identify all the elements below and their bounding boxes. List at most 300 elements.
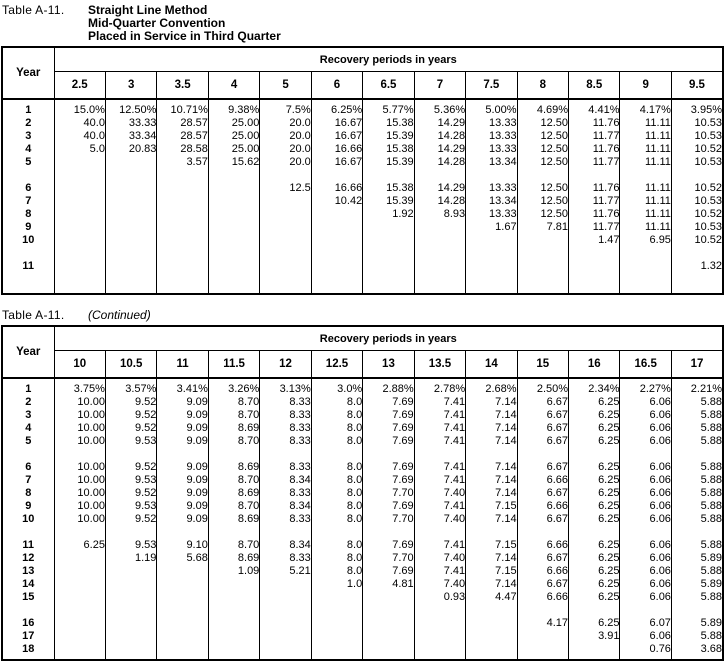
value-cell: 6.25 <box>569 434 620 447</box>
table1-title-line2: Mid-Quarter Convention <box>88 16 226 30</box>
value-cell: 3.57 <box>157 155 208 168</box>
value-cell: 8.34 <box>260 499 311 512</box>
value-cell: 33.33 <box>105 116 156 129</box>
spacer-cell <box>363 603 414 616</box>
value-cell: 11.77 <box>569 155 620 168</box>
year-column-header: Year <box>2 47 54 99</box>
period-column-header: 7.5 <box>466 72 517 100</box>
value-cell: 7.14 <box>466 395 517 408</box>
value-cell: 5.89 <box>671 577 723 590</box>
value-cell: 5.36% <box>414 103 465 116</box>
value-cell: 4.17% <box>620 103 671 116</box>
value-cell: 5.88 <box>671 460 723 473</box>
value-cell: 5.68 <box>157 551 208 564</box>
table-row <box>2 551 723 564</box>
value-cell: 9.52 <box>105 512 156 525</box>
period-column-header: 16 <box>569 351 620 379</box>
value-cell: 5.88 <box>671 538 723 551</box>
value-cell: 40.0 <box>54 116 105 129</box>
value-cell: 3.13% <box>260 382 311 395</box>
value-cell: 9.52 <box>105 460 156 473</box>
spacer-cell <box>208 655 259 660</box>
value-cell: 6.06 <box>620 408 671 421</box>
value-cell: 2.50% <box>517 382 568 395</box>
spacer-cell <box>620 272 671 294</box>
spacer-row <box>2 272 723 294</box>
value-cell: 14.28 <box>414 155 465 168</box>
value-cell: 6.25 <box>569 486 620 499</box>
table-row <box>2 577 723 590</box>
value-cell <box>208 590 259 603</box>
value-cell: 6.67 <box>517 434 568 447</box>
value-cell: 9.09 <box>157 395 208 408</box>
value-cell <box>414 259 465 272</box>
year-cell: 6 <box>25 460 32 473</box>
value-cell: 13.33 <box>466 142 517 155</box>
value-cell: 11.11 <box>620 129 671 142</box>
value-cell: 10.53 <box>671 220 723 233</box>
table-row <box>2 538 723 551</box>
value-cell <box>363 590 414 603</box>
value-cell: 3.0% <box>311 382 362 395</box>
year-cell: 5 <box>25 434 32 447</box>
value-cell <box>54 577 105 590</box>
value-cell <box>260 207 311 220</box>
value-cell: 10.00 <box>54 460 105 473</box>
spacer-cell <box>105 168 156 181</box>
spacer-cell <box>569 272 620 294</box>
value-cell <box>105 207 156 220</box>
value-cell: 7.15 <box>466 538 517 551</box>
value-cell: 5.88 <box>671 629 723 642</box>
spacer-cell <box>414 272 465 294</box>
table-row <box>2 181 723 194</box>
spacer-cell <box>157 447 208 460</box>
value-cell: 6.25 <box>569 564 620 577</box>
year-cell: 6 <box>25 181 32 194</box>
value-cell: 7.69 <box>363 460 414 473</box>
spacer-cell <box>260 447 311 460</box>
value-cell <box>157 259 208 272</box>
value-cell: 8.70 <box>208 434 259 447</box>
value-cell: 8.0 <box>311 434 362 447</box>
value-cell: 10.00 <box>54 486 105 499</box>
spacer-cell <box>208 168 259 181</box>
spacer-cell <box>208 246 259 259</box>
value-cell: 28.57 <box>157 129 208 142</box>
table-row <box>2 564 723 577</box>
value-cell: 7.40 <box>414 551 465 564</box>
value-cell: 10.53 <box>671 155 723 168</box>
value-cell <box>414 642 465 655</box>
value-cell <box>105 194 156 207</box>
spacer-cell <box>311 272 362 294</box>
spacer-cell <box>208 525 259 538</box>
value-cell: 6.25 <box>569 616 620 629</box>
value-cell: 3.75% <box>54 382 105 395</box>
value-cell <box>363 616 414 629</box>
spacer-cell <box>569 525 620 538</box>
value-cell <box>260 233 311 246</box>
value-cell <box>105 259 156 272</box>
value-cell: 13.33 <box>466 181 517 194</box>
value-cell <box>260 590 311 603</box>
spacer-cell <box>414 246 465 259</box>
value-cell: 6.06 <box>620 551 671 564</box>
period-column-header: 6 <box>311 72 362 100</box>
value-cell: 8.69 <box>208 421 259 434</box>
value-cell: 7.69 <box>363 408 414 421</box>
value-cell: 8.0 <box>311 473 362 486</box>
year-cell: 16 <box>22 616 35 629</box>
value-cell: 25.00 <box>208 116 259 129</box>
depreciation-table <box>1 325 724 661</box>
value-cell: 8.0 <box>311 538 362 551</box>
spacer-cell <box>208 603 259 616</box>
value-cell: 11.76 <box>569 116 620 129</box>
value-cell <box>466 642 517 655</box>
value-cell <box>54 616 105 629</box>
value-cell: 8.69 <box>208 512 259 525</box>
spacer-cell <box>363 655 414 660</box>
spacer-cell <box>311 447 362 460</box>
value-cell: 6.95 <box>620 233 671 246</box>
value-cell: 1.32 <box>671 259 723 272</box>
spacer-cell <box>671 525 723 538</box>
value-cell: 15.39 <box>363 129 414 142</box>
value-cell: 20.0 <box>260 116 311 129</box>
value-cell <box>105 642 156 655</box>
value-cell: 6.06 <box>620 473 671 486</box>
value-cell: 10.00 <box>54 499 105 512</box>
value-cell: 9.52 <box>105 486 156 499</box>
year-cell: 18 <box>22 642 35 655</box>
value-cell: 40.0 <box>54 129 105 142</box>
spacer-row <box>2 447 723 460</box>
spacer-cell <box>2 246 54 259</box>
table-row <box>2 486 723 499</box>
value-cell <box>311 590 362 603</box>
value-cell: 8.0 <box>311 408 362 421</box>
value-cell: 7.69 <box>363 434 414 447</box>
value-cell <box>311 259 362 272</box>
value-cell <box>363 259 414 272</box>
value-cell: 10.53 <box>671 194 723 207</box>
value-cell: 6.67 <box>517 408 568 421</box>
year-cell: 2 <box>25 116 32 129</box>
spacer-cell <box>466 246 517 259</box>
value-cell: 7.41 <box>414 434 465 447</box>
value-cell <box>260 220 311 233</box>
year-cell: 4 <box>25 421 32 434</box>
spacer-cell <box>157 603 208 616</box>
value-cell <box>105 220 156 233</box>
recovery-periods-header: Recovery periods in years <box>54 47 723 72</box>
value-cell <box>105 629 156 642</box>
value-cell: 10.00 <box>54 512 105 525</box>
value-cell: 7.41 <box>414 564 465 577</box>
value-cell <box>260 629 311 642</box>
value-cell: 20.0 <box>260 129 311 142</box>
value-cell <box>208 577 259 590</box>
spacer-cell <box>466 655 517 660</box>
value-cell: 7.69 <box>363 499 414 512</box>
value-cell: 12.50% <box>105 103 156 116</box>
value-cell: 3.68 <box>671 642 723 655</box>
value-cell: 7.40 <box>414 486 465 499</box>
spacer-cell <box>105 272 156 294</box>
value-cell: 6.06 <box>620 499 671 512</box>
value-cell: 8.33 <box>260 434 311 447</box>
value-cell: 8.33 <box>260 421 311 434</box>
value-cell: 6.06 <box>620 512 671 525</box>
value-cell <box>414 220 465 233</box>
spacer-cell <box>517 246 568 259</box>
spacer-cell <box>569 168 620 181</box>
value-cell: 8.33 <box>260 460 311 473</box>
value-cell: 12.50 <box>517 155 568 168</box>
depreciation-table <box>1 46 724 295</box>
value-cell: 7.40 <box>414 577 465 590</box>
value-cell: 6.67 <box>517 460 568 473</box>
value-cell: 6.25 <box>569 551 620 564</box>
period-column-header: 3 <box>105 72 156 100</box>
value-cell: 6.25 <box>569 408 620 421</box>
value-cell: 1.67 <box>466 220 517 233</box>
year-cell: 8 <box>25 486 32 499</box>
table-row <box>2 421 723 434</box>
year-cell: 3 <box>25 408 32 421</box>
value-cell <box>54 233 105 246</box>
year-cell: 14 <box>22 577 35 590</box>
value-cell: 6.25 <box>569 460 620 473</box>
value-cell: 9.52 <box>105 408 156 421</box>
value-cell: 9.52 <box>105 395 156 408</box>
value-cell: 10.52 <box>671 181 723 194</box>
spacer-cell <box>414 525 465 538</box>
value-cell: 10.71% <box>157 103 208 116</box>
value-cell: 6.25 <box>569 499 620 512</box>
value-cell: 8.0 <box>311 551 362 564</box>
value-cell <box>105 616 156 629</box>
value-cell: 7.40 <box>414 512 465 525</box>
spacer-cell <box>414 603 465 616</box>
value-cell: 2.88% <box>363 382 414 395</box>
spacer-cell <box>414 655 465 660</box>
spacer-cell <box>363 447 414 460</box>
value-cell: 7.41 <box>414 408 465 421</box>
value-cell: 6.25 <box>569 512 620 525</box>
spacer-cell <box>54 603 105 616</box>
value-cell <box>208 642 259 655</box>
spacer-cell <box>54 246 105 259</box>
value-cell <box>208 233 259 246</box>
spacer-row <box>2 168 723 181</box>
value-cell <box>260 194 311 207</box>
value-cell: 5.88 <box>671 395 723 408</box>
value-cell: 6.25 <box>54 538 105 551</box>
value-cell: 7.15 <box>466 564 517 577</box>
spacer-cell <box>311 603 362 616</box>
value-cell: 8.69 <box>208 486 259 499</box>
value-cell: 9.53 <box>105 434 156 447</box>
value-cell: 9.53 <box>105 499 156 512</box>
value-cell: 7.69 <box>363 538 414 551</box>
value-cell: 14.28 <box>414 129 465 142</box>
value-cell <box>54 220 105 233</box>
value-cell: 12.50 <box>517 207 568 220</box>
year-cell: 9 <box>25 220 32 233</box>
value-cell <box>54 181 105 194</box>
value-cell: 14.29 <box>414 116 465 129</box>
value-cell: 6.06 <box>620 564 671 577</box>
value-cell <box>54 551 105 564</box>
value-cell: 28.58 <box>157 142 208 155</box>
value-cell <box>157 220 208 233</box>
value-cell <box>54 564 105 577</box>
value-cell <box>208 181 259 194</box>
value-cell: 6.07 <box>620 616 671 629</box>
value-cell: 10.00 <box>54 434 105 447</box>
spacer-cell <box>260 168 311 181</box>
year-cell: 15 <box>22 590 35 603</box>
value-cell: 4.41% <box>569 103 620 116</box>
table2-grid-holder <box>0 325 725 661</box>
value-cell <box>208 629 259 642</box>
table-row <box>2 116 723 129</box>
spacer-cell <box>311 525 362 538</box>
value-cell <box>363 629 414 642</box>
table-row <box>2 616 723 629</box>
spacer-cell <box>260 272 311 294</box>
value-cell: 6.25 <box>569 421 620 434</box>
table-row <box>2 460 723 473</box>
value-cell <box>311 233 362 246</box>
value-cell <box>260 642 311 655</box>
value-cell <box>569 259 620 272</box>
period-column-header: 6.5 <box>363 72 414 100</box>
table-row <box>2 129 723 142</box>
value-cell: 9.09 <box>157 473 208 486</box>
period-column-header: 3.5 <box>157 72 208 100</box>
spacer-cell <box>363 272 414 294</box>
value-cell <box>260 616 311 629</box>
value-cell: 7.14 <box>466 421 517 434</box>
value-cell: 6.67 <box>517 551 568 564</box>
value-cell: 8.33 <box>260 395 311 408</box>
table1-title-line3: Placed in Service in Third Quarter <box>88 29 281 43</box>
value-cell: 14.28 <box>414 194 465 207</box>
spacer-cell <box>2 655 54 660</box>
value-cell: 8.0 <box>311 564 362 577</box>
value-cell <box>54 590 105 603</box>
value-cell: 5.88 <box>671 434 723 447</box>
period-column-header: 5 <box>260 72 311 100</box>
year-cell: 8 <box>25 207 32 220</box>
spacer-cell <box>260 246 311 259</box>
spacer-cell <box>54 525 105 538</box>
value-cell: 8.0 <box>311 460 362 473</box>
table-row <box>2 259 723 272</box>
value-cell <box>105 590 156 603</box>
table-row <box>2 512 723 525</box>
value-cell: 4.17 <box>517 616 568 629</box>
value-cell: 6.06 <box>620 486 671 499</box>
value-cell: 8.93 <box>414 207 465 220</box>
table-row <box>2 382 723 395</box>
value-cell <box>517 629 568 642</box>
value-cell: 6.06 <box>620 590 671 603</box>
value-cell: 8.0 <box>311 499 362 512</box>
value-cell: 5.77% <box>363 103 414 116</box>
value-cell: 5.0 <box>54 142 105 155</box>
value-cell: 3.95% <box>671 103 723 116</box>
year-cell: 7 <box>25 194 32 207</box>
value-cell: 9.09 <box>157 460 208 473</box>
period-column-header: 10 <box>54 351 105 379</box>
value-cell <box>620 259 671 272</box>
value-cell: 12.50 <box>517 194 568 207</box>
table2-continued-label: (Continued) <box>88 308 151 322</box>
value-cell: 11.77 <box>569 220 620 233</box>
value-cell: 8.0 <box>311 486 362 499</box>
period-column-header: 17 <box>671 351 723 379</box>
period-column-header: 9.5 <box>671 72 723 100</box>
value-cell: 11.11 <box>620 181 671 194</box>
value-cell: 6.66 <box>517 499 568 512</box>
spacer-cell <box>311 168 362 181</box>
value-cell: 13.33 <box>466 116 517 129</box>
value-cell: 7.70 <box>363 551 414 564</box>
value-cell: 9.09 <box>157 434 208 447</box>
value-cell: 15.62 <box>208 155 259 168</box>
value-cell: 8.70 <box>208 538 259 551</box>
value-cell: 9.52 <box>105 421 156 434</box>
value-cell: 7.70 <box>363 512 414 525</box>
spacer-cell <box>466 272 517 294</box>
value-cell: 7.41 <box>414 473 465 486</box>
value-cell <box>105 564 156 577</box>
table-row <box>2 233 723 246</box>
period-column-header: 7 <box>414 72 465 100</box>
value-cell: 12.50 <box>517 116 568 129</box>
value-cell: 5.88 <box>671 499 723 512</box>
value-cell: 8.33 <box>260 486 311 499</box>
year-cell: 3 <box>25 129 32 142</box>
value-cell <box>208 207 259 220</box>
value-cell: 4.47 <box>466 590 517 603</box>
spacer-cell <box>620 655 671 660</box>
value-cell: 9.53 <box>105 473 156 486</box>
value-cell <box>311 616 362 629</box>
value-cell: 13.33 <box>466 207 517 220</box>
value-cell: 7.14 <box>466 473 517 486</box>
value-cell: 4.69% <box>517 103 568 116</box>
year-cell: 1 <box>25 103 32 116</box>
spacer-cell <box>671 603 723 616</box>
value-cell: 10.00 <box>54 473 105 486</box>
recovery-periods-header: Recovery periods in years <box>54 326 723 351</box>
value-cell <box>466 629 517 642</box>
table-row <box>2 142 723 155</box>
value-cell: 3.57% <box>105 382 156 395</box>
table-row <box>2 642 723 655</box>
value-cell: 11.77 <box>569 194 620 207</box>
spacer-cell <box>311 655 362 660</box>
value-cell: 6.66 <box>517 590 568 603</box>
value-cell: 20.0 <box>260 155 311 168</box>
year-cell: 11 <box>22 538 35 551</box>
